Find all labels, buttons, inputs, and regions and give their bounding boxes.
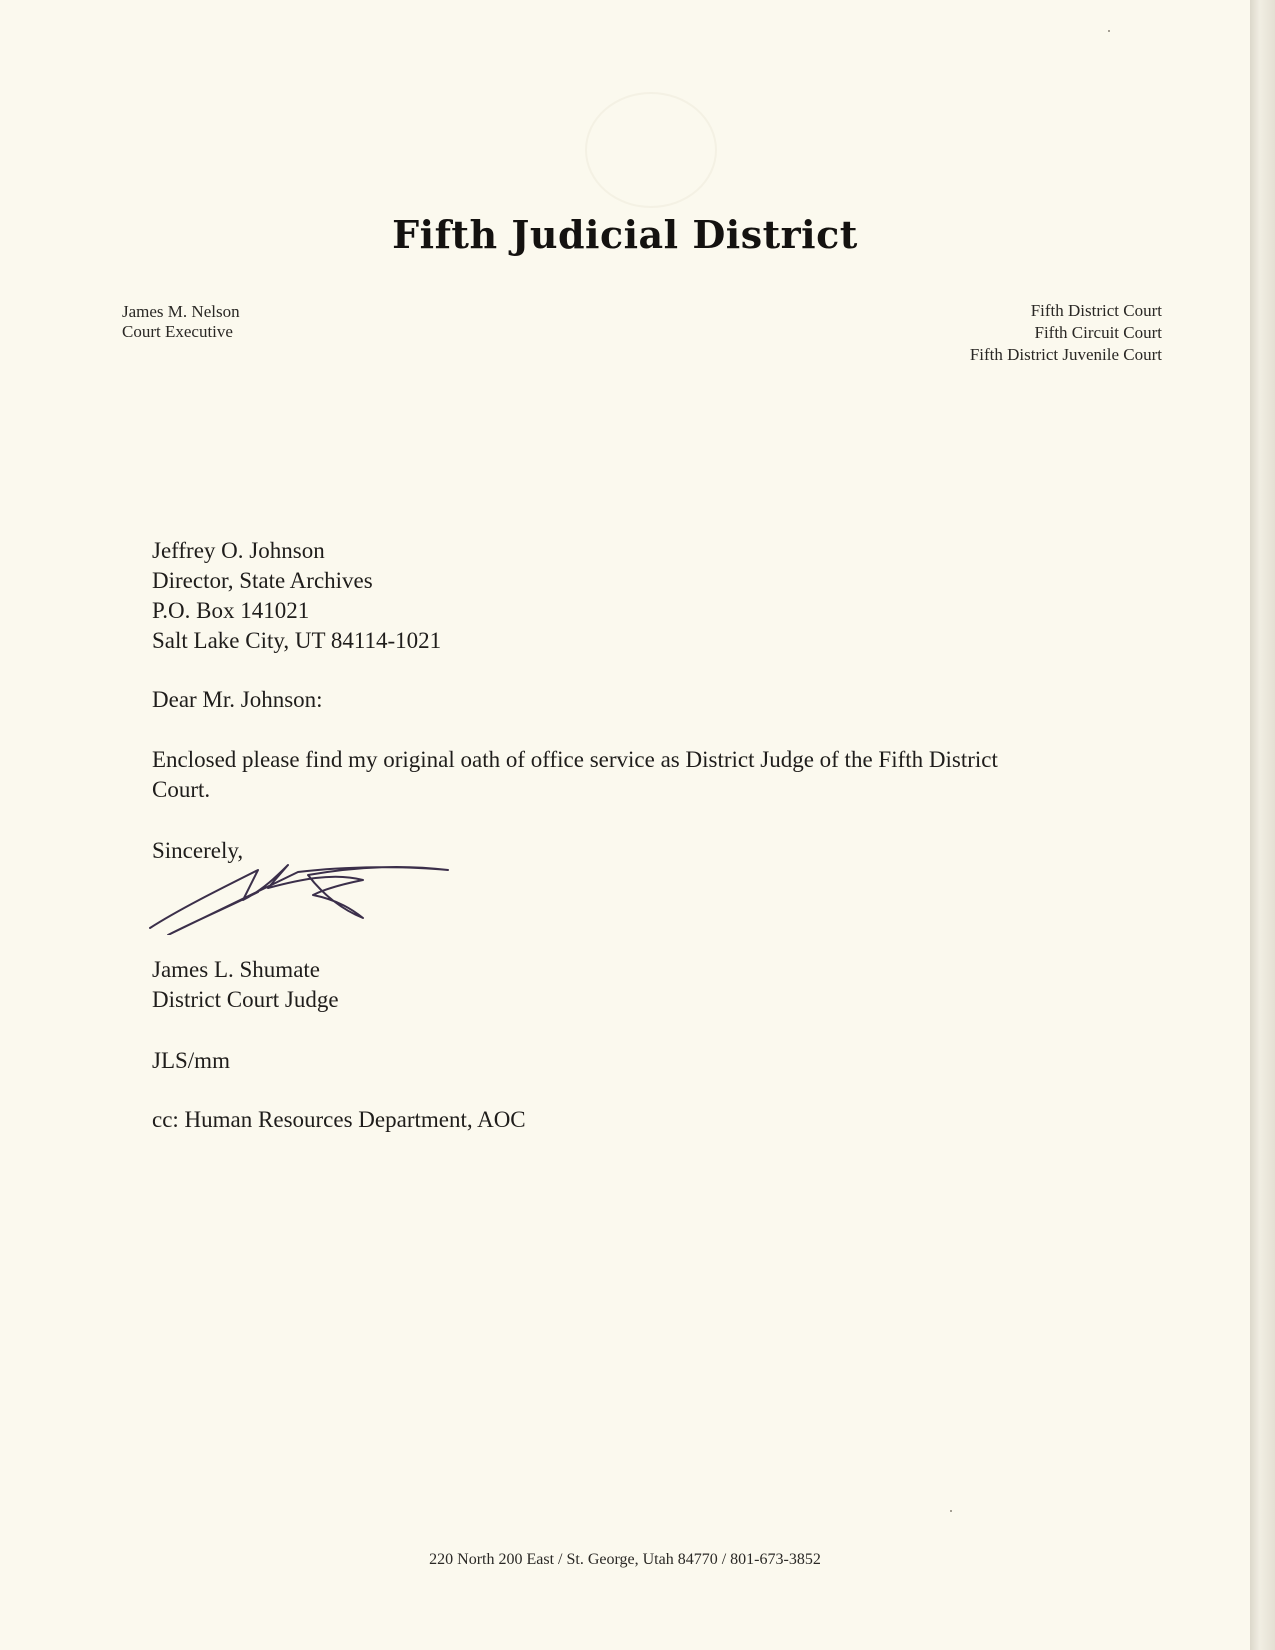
cc-line: cc: Human Resources Department, AOC: [152, 1107, 526, 1132]
paper-speck: [1108, 30, 1110, 32]
footer-address: 220 North 200 East / St. George, Utah 84770 / 801-673-3852: [429, 1551, 821, 1568]
recipient-address: [152, 536, 441, 656]
signer-block: [152, 955, 339, 1015]
courts-list: [970, 300, 1162, 366]
executive-name: James M. Nelson: [122, 302, 240, 321]
paper-speck: [950, 1510, 952, 1512]
recipient-title: Director, State Archives: [152, 568, 373, 593]
page-edge-shadow: [1250, 0, 1275, 1650]
recipient-po-box: P.O. Box 141021: [152, 598, 310, 623]
court-item: Fifth Circuit Court: [1034, 323, 1162, 342]
body-line: Enclosed please find my original oath of office service as District Judge of the Fifth District: [152, 747, 998, 772]
closing: Sincerely,: [152, 838, 244, 863]
salutation: Dear Mr. Johnson:: [152, 687, 323, 712]
court-item: Fifth District Court: [1030, 301, 1162, 320]
signer-name: James L. Shumate: [152, 957, 320, 982]
body-line: Court.: [152, 777, 211, 802]
recipient-name: Jeffrey O. Johnson: [152, 538, 325, 563]
letterhead-title: Fifth Judicial District: [392, 212, 858, 257]
recipient-city: Salt Lake City, UT 84114-1021: [152, 628, 442, 653]
reference-initials: JLS/mm: [152, 1048, 230, 1073]
court-executive-block: [122, 302, 240, 342]
letter-body: [152, 745, 1082, 805]
court-item: Fifth District Juvenile Court: [969, 345, 1162, 364]
signer-title: District Court Judge: [152, 987, 339, 1012]
embossed-seal: [585, 92, 717, 208]
executive-title: Court Executive: [122, 322, 233, 341]
handwritten-signature: [148, 860, 468, 935]
